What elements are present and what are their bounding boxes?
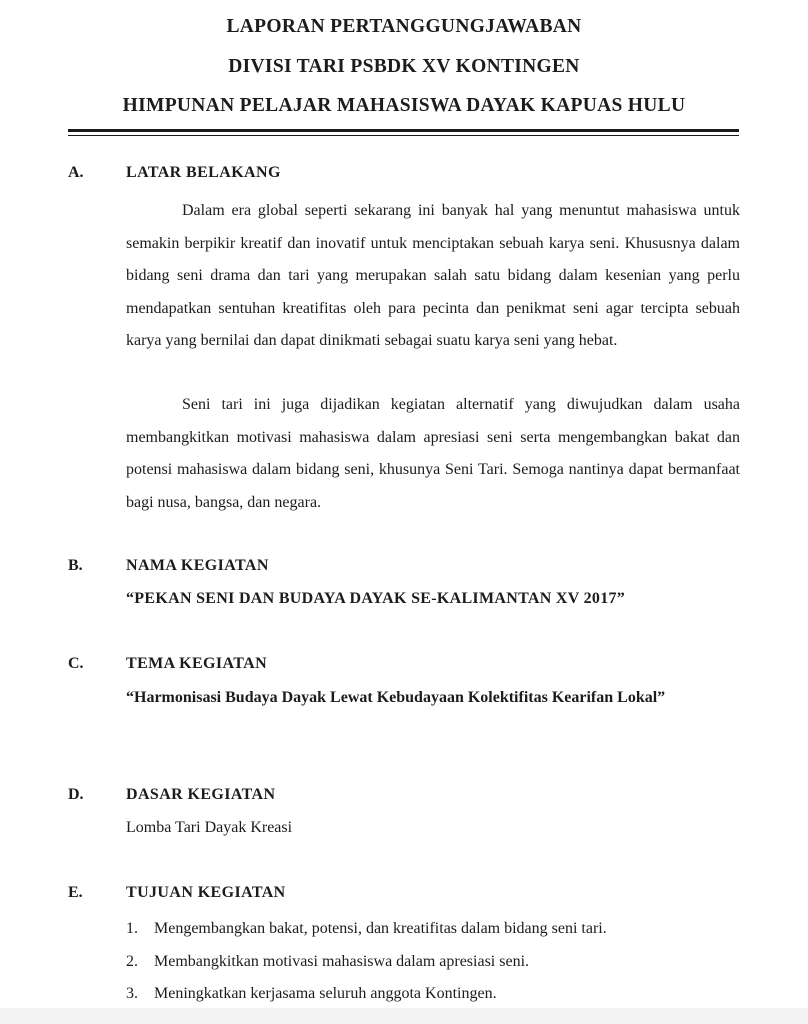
page-bottom-edge <box>0 1008 808 1024</box>
list-item <box>126 946 607 979</box>
objectives-list <box>126 913 607 1011</box>
section-c-title: TEMA KEGIATAN <box>126 655 268 672</box>
section-d-letter: D. <box>68 786 84 803</box>
list-item-text: Meningkatkan kerjasama seluruh anggota Kontingen. <box>154 985 497 1002</box>
section-e-letter: E. <box>68 884 83 901</box>
section-d-title: DASAR KEGIATAN <box>126 786 276 803</box>
list-item-number: 2. <box>126 952 138 970</box>
list-item <box>126 978 607 1011</box>
list-item-text: Membangkitkan motivasi mahasiswa dalam apresiasi seni. <box>154 952 530 970</box>
division-title: DIVISI TARI PSBDK XV KONTINGEN <box>228 56 580 77</box>
section-b-title: NAMA KEGIATAN <box>126 557 269 574</box>
section-a-paragraph-1: Dalam era global seperti sekarang ini banyak hal yang menuntut mahasiswa untuk semakin berpikir kreatif dan inovatif untuk menciptakan sebuah karya seni. Khususnya dalam bidang seni drama dan tari yang merupakan salah satu bidang dalam kesenian yang perlu mendapatkan sentuhan kreatifitas oleh para pecinta dan penikmat seni agar tercipta sebuah karya yang bernilai dan dapat dinikmati sebagai suatu karya seni yang hebat. <box>126 202 740 350</box>
section-a-paragraph-2: Seni tari ini juga dijadikan kegiatan alternatif yang diwujudkan dalam usaha membangkitkan motivasi mahasiswa dalam apresiasi seni serta mengembangkan bakat dan potensi mahasiswa dalam bidang seni, khusunya Seni Tari. Semoga nantinya dapat bermanfaat bagi nusa, bangsa, dan negara. <box>126 396 740 511</box>
header-rule-thin <box>68 135 739 136</box>
organization-title: HIMPUNAN PELAJAR MAHASISWA DAYAK KAPUAS HULU <box>122 95 686 116</box>
section-c-content: “Harmonisasi Budaya Dayak Lewat Kebudayaan Kolektifitas Kearifan Lokal” <box>126 689 666 706</box>
header-rule-thick <box>68 129 739 132</box>
section-c-letter: C. <box>68 655 84 672</box>
report-title: LAPORAN PERTANGGUNGJAWABAN <box>226 16 582 37</box>
section-b-letter: B. <box>68 557 83 574</box>
section-b-content: “PEKAN SENI DAN BUDAYA DAYAK SE-KALIMANTAN XV 2017” <box>126 590 626 607</box>
section-d-content: Lomba Tari Dayak Kreasi <box>126 819 293 836</box>
section-a-letter: A. <box>68 164 84 181</box>
list-item-text: Mengembangkan bakat, potensi, dan kreatifitas dalam bidang seni tari. <box>154 920 607 937</box>
section-a-title: LATAR BELAKANG <box>126 164 281 181</box>
section-e-title: TUJUAN KEGIATAN <box>126 884 286 901</box>
list-item <box>126 913 607 946</box>
list-item-number: 3. <box>126 985 138 1002</box>
list-item-number: 1. <box>126 920 138 937</box>
